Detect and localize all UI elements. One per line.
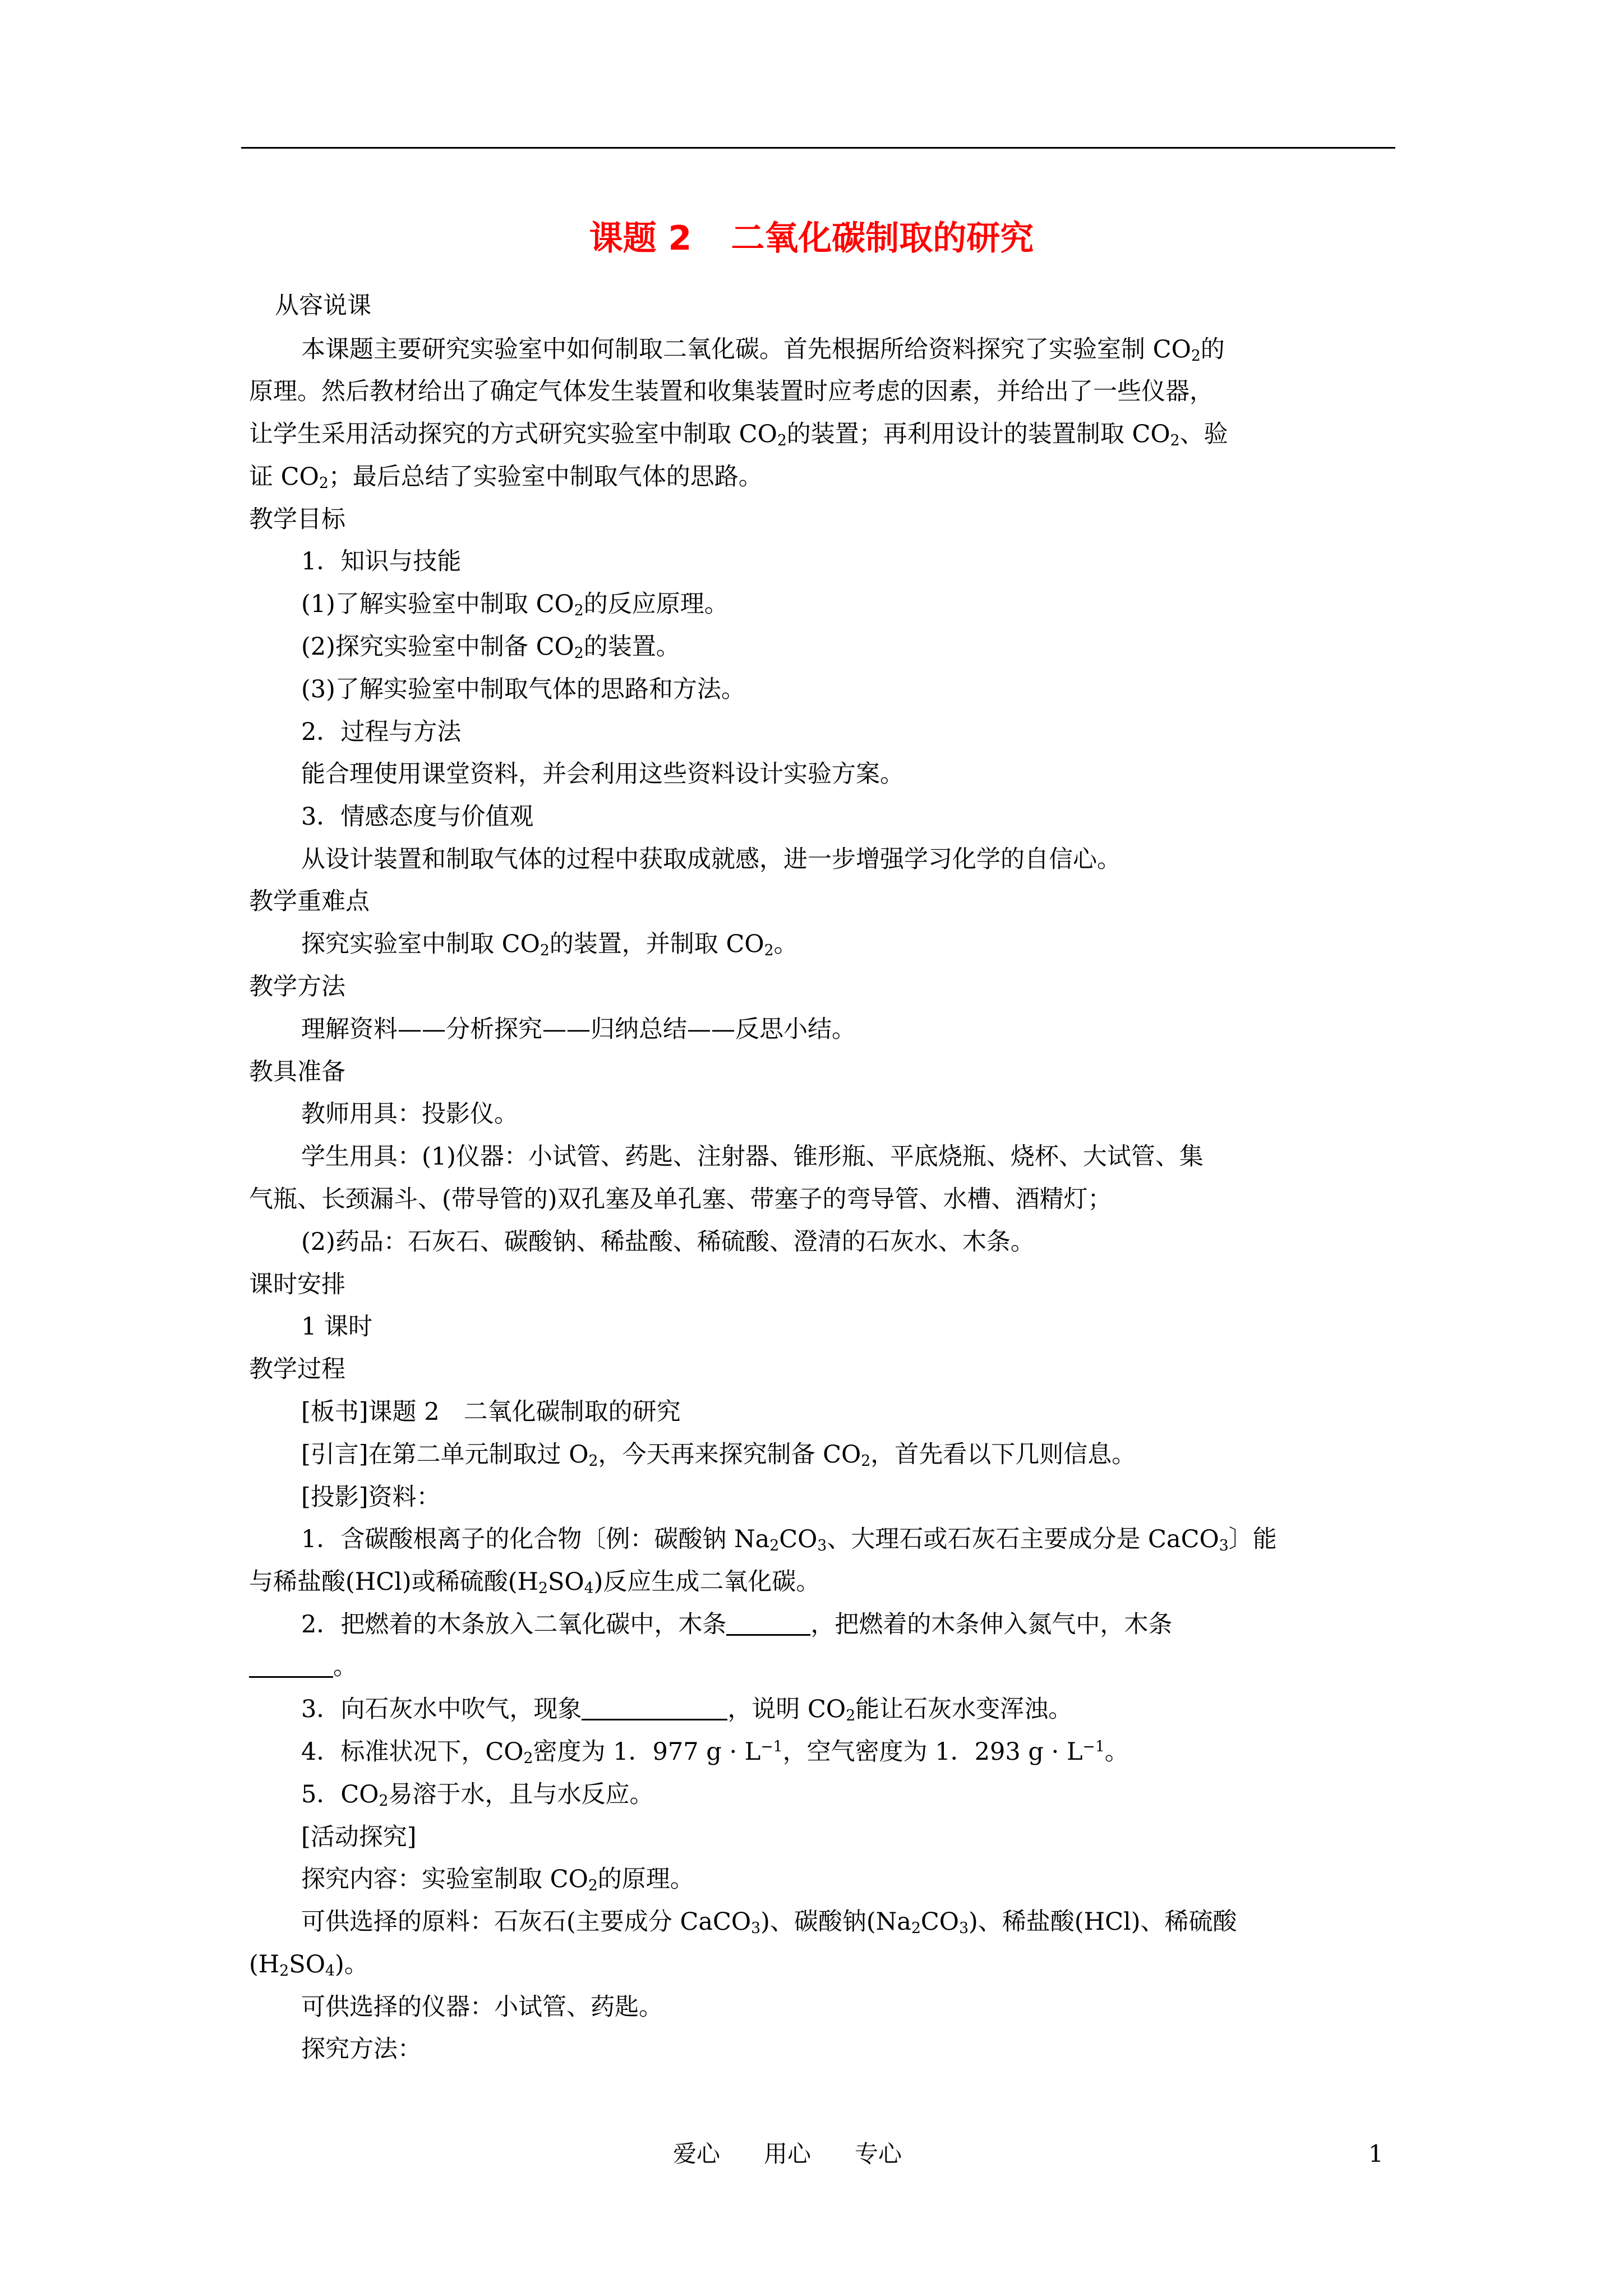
paragraph-line: 让学生采用活动探究的方式研究实验室中制取 $CO_2$的装置；再利用设计的装置制取 $CO_2$、验	[249, 420, 1228, 449]
list-item: 3．向石灰水中吹气，现象 ，说明 $CO_2$能让石灰水变浑浊。	[301, 1695, 1073, 1724]
paragraph-line: 探究实验室中制取 $CO_2$的装置，并制取 $CO_2$。	[301, 930, 798, 959]
paragraph-line: [投影]资料：	[301, 1483, 441, 1511]
list-item: (1)了解实验室中制取 $CO_2$的反应原理。	[301, 590, 728, 619]
section-heading-lesson-talk: 从容说课	[275, 292, 371, 320]
paragraph-line: 理解资料——分析探究——归纳总结——反思小结。	[301, 1015, 856, 1043]
paragraph-line: 气瓶、长颈漏斗、(带导管的)双孔塞及单孔塞、带塞子的弯导管、水槽、酒精灯；	[249, 1185, 1112, 1213]
list-item: 2．把燃着的木条放入二氧化碳中，木条 ，把燃着的木条伸入氮气中，木条	[301, 1611, 1173, 1639]
fill-blank	[726, 1612, 810, 1636]
paragraph-line: 证 $CO_2$；最后总结了实验室中制取气体的思路。	[249, 463, 763, 492]
fill-blank	[582, 1696, 727, 1720]
list-item: 2．过程与方法	[301, 718, 462, 746]
section-heading-process: 教学过程	[249, 1355, 345, 1383]
list-item: 1．含碳酸根离子的化合物〔例：碳酸钠 $Na_2CO_3$、大理石或石灰石主要成分是 CaCO$_3$〕能	[301, 1525, 1277, 1554]
paragraph-line: 与稀盐酸(HCl)或稀硫酸$(H_2SO_4)$反应生成二氧化碳。	[249, 1568, 820, 1597]
paragraph-line: 1 课时	[301, 1313, 373, 1341]
footer-motto: 爱心 用心 专心	[673, 2140, 902, 2168]
list-item: (2)探究实验室中制备 $CO_2$的装置。	[301, 633, 680, 662]
section-heading-schedule: 课时安排	[249, 1271, 345, 1299]
list-item: 5．$CO_2$易溶于水，且与水反应。	[301, 1780, 654, 1810]
paragraph-line: 探究方法：	[301, 2035, 422, 2063]
paragraph-line: [活动探究]	[301, 1823, 417, 1851]
list-item: 4．标准状况下，$CO_2$密度为 1．977 $g \cdot L^{-1}$，空气密度为 1．293 $g \cdot L^{-1}$。	[301, 1738, 1129, 1767]
list-item: 1．知识与技能	[301, 547, 462, 576]
paragraph-line: 从设计装置和制取气体的过程中获取成就感，进一步增强学习化学的自信心。	[301, 845, 1121, 873]
paragraph-line: (2)药品：石灰石、碳酸钠、稀盐酸、稀硫酸、澄清的石灰水、木条。	[301, 1228, 1035, 1256]
list-item: (3)了解实验室中制取气体的思路和方法。	[301, 675, 745, 703]
fill-blank	[249, 1654, 333, 1678]
paragraph-line: 能合理使用课堂资料，并会利用这些资料设计实验方案。	[301, 760, 904, 788]
paragraph-line: [引言]在第二单元制取过 $O_2$，今天再来探究制备 $CO_2$，首先看以下几则信息。	[301, 1441, 1136, 1470]
paragraph-line: 教师用具：投影仪。	[301, 1100, 518, 1128]
page-number: 1	[1368, 2140, 1384, 2168]
header-rule	[241, 147, 1395, 149]
section-heading-key-points: 教学重难点	[249, 887, 370, 915]
section-heading-tools: 教具准备	[249, 1058, 345, 1086]
page-title: 课题 2 二氧化碳制取的研究	[589, 219, 1034, 258]
paragraph-line: 。	[249, 1650, 357, 1683]
paragraph-line: 可供选择的原料：石灰石(主要成分 CaCO$_3$)、碳酸钠$(Na_2CO_3)$、稀盐酸(HCl)、稀硫酸	[301, 1908, 1237, 1937]
paragraph-line: $(H_2SO_4)$。	[249, 1950, 368, 1980]
paragraph-line: 探究内容：实验室制取 $CO_2$的原理。	[301, 1865, 694, 1894]
section-heading-goals: 教学目标	[249, 505, 345, 533]
paragraph-line: 可供选择的仪器：小试管、药匙。	[301, 1993, 663, 2021]
paragraph-line: 学生用具：(1)仪器：小试管、药匙、注射器、锥形瓶、平底烧瓶、烧杯、大试管、集	[301, 1143, 1204, 1171]
paragraph-line: [板书]课题 2 二氧化碳制取的研究	[301, 1398, 681, 1426]
paragraph-line: 本课题主要研究实验室中如何制取二氧化碳。首先根据所给资料探究了实验室制 $CO_2$的	[301, 335, 1225, 365]
paragraph-line: 原理。然后教材给出了确定气体发生装置和收集装置时应考虑的因素，并给出了一些仪器，	[249, 378, 1214, 406]
section-heading-method: 教学方法	[249, 973, 345, 1001]
list-item: 3．情感态度与价值观	[301, 803, 534, 831]
